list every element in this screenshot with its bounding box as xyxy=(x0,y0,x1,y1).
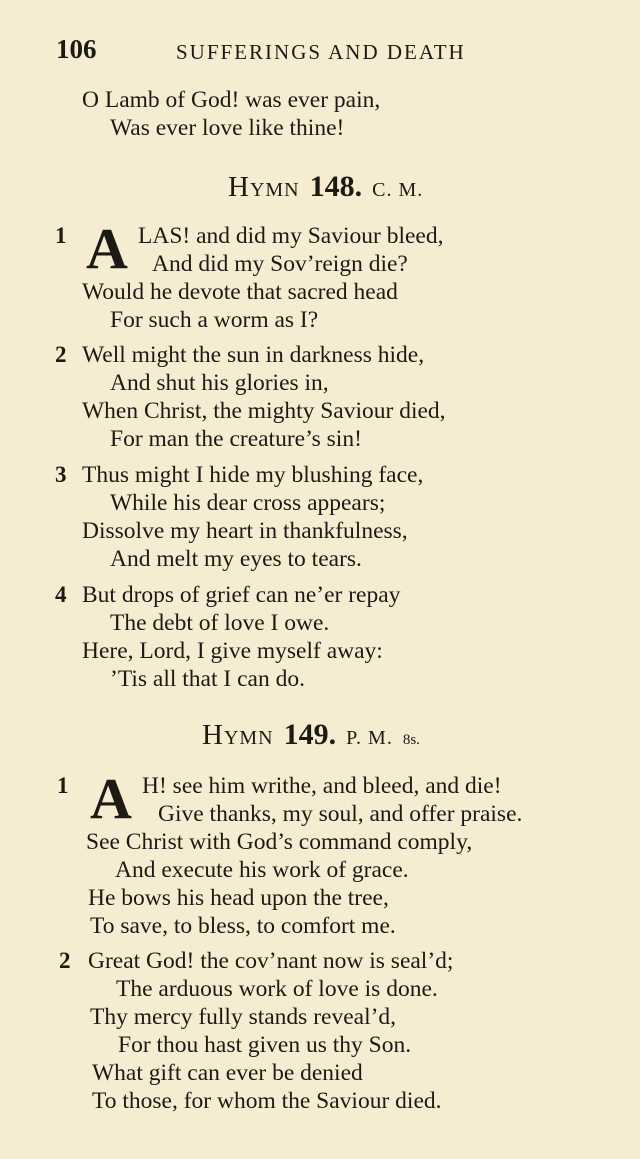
hymn-148-title xyxy=(228,170,423,204)
hymn-number: 149. xyxy=(283,718,337,751)
verse-line: And did my Sov’reign die? xyxy=(152,251,408,277)
stanza-number: 2 xyxy=(55,342,67,367)
verse-line: Give thanks, my soul, and offer praise. xyxy=(158,801,523,827)
verse-line: LAS! and did my Saviour bleed, xyxy=(138,223,444,249)
verse-line: And shut his glories in, xyxy=(110,370,329,396)
verse-line: See Christ with God’s command comply, xyxy=(86,829,473,855)
verse-line: Great God! the cov’nant now is seal’d; xyxy=(88,948,454,974)
verse-line: Thus might I hide my blushing face, xyxy=(82,462,424,488)
carryover-line: O Lamb of God! was ever pain, xyxy=(82,87,381,113)
verse-line: For thou hast given us thy Son. xyxy=(118,1032,412,1058)
verse-line: To save, to bless, to comfort me. xyxy=(90,913,396,939)
stanza-number: 4 xyxy=(55,582,67,607)
hymn-149-title xyxy=(202,718,420,752)
verse-line: When Christ, the mighty Saviour died, xyxy=(82,398,446,424)
verse-line: Well might the sun in darkness hide, xyxy=(82,342,425,368)
hymn-meter: P. M. xyxy=(346,727,393,749)
page-number: 106 xyxy=(56,34,97,64)
verse-line: And execute his work of grace. xyxy=(115,857,409,883)
verse-line: What gift can ever be denied xyxy=(92,1060,363,1086)
drop-cap: A xyxy=(86,216,128,281)
stanza-number: 1 xyxy=(57,773,69,798)
verse-line: The debt of love I owe. xyxy=(110,610,330,636)
verse-line: Here, Lord, I give myself away: xyxy=(82,638,383,664)
verse-line: H! see him writhe, and bleed, and die! xyxy=(142,773,502,799)
verse-line: For man the creature’s sin! xyxy=(110,426,362,452)
stanza-number: 3 xyxy=(55,462,67,487)
verse-line: The arduous work of love is done. xyxy=(116,976,438,1002)
hymn-meter: C. M. xyxy=(372,179,424,201)
drop-cap: A xyxy=(90,766,132,831)
carryover-line: Was ever love like thine! xyxy=(110,115,345,141)
verse-line: And melt my eyes to tears. xyxy=(110,546,362,572)
verse-line: ’Tis all that I can do. xyxy=(110,666,305,692)
hymn-word: Hymn xyxy=(228,171,300,203)
verse-line: While his dear cross appears; xyxy=(110,490,386,516)
verse-line: Thy mercy fully stands reveal’d, xyxy=(90,1004,397,1030)
hymn-number: 148. xyxy=(309,170,363,203)
hymn-meter-sub: 8s. xyxy=(402,732,420,748)
running-head: SUFFERINGS AND DEATH xyxy=(176,40,466,64)
verse-line: But drops of grief can ne’er repay xyxy=(82,582,401,608)
hymn-word: Hymn xyxy=(202,719,274,751)
stanza-number: 1 xyxy=(55,223,67,248)
stanza-number: 2 xyxy=(59,948,71,973)
verse-line: Would he devote that sacred head xyxy=(82,279,398,305)
verse-line: Dissolve my heart in thankfulness, xyxy=(82,518,408,544)
verse-line: He bows his head upon the tree, xyxy=(88,885,389,911)
verse-line: For such a worm as I? xyxy=(110,307,319,333)
verse-line: To those, for whom the Saviour died. xyxy=(92,1088,442,1114)
